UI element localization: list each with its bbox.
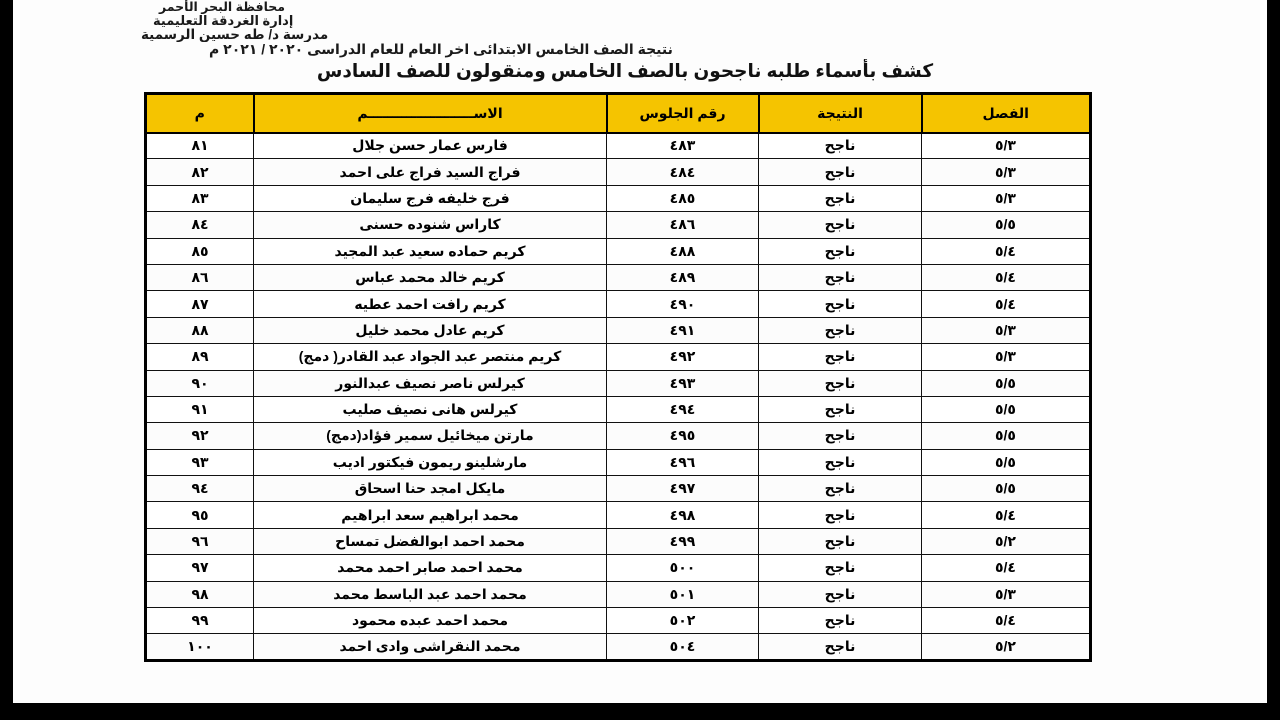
cell-index: ٩٥ — [146, 502, 254, 528]
cell-result: ناجح — [759, 555, 922, 581]
cell-result: ناجح — [759, 264, 922, 290]
cell-class: ٥/٤ — [922, 238, 1091, 264]
cell-index: ٩٣ — [146, 449, 254, 475]
cell-seat-number: ٤٩٧ — [607, 476, 759, 502]
table-row — [146, 264, 1091, 290]
cell-class: ٥/٣ — [922, 317, 1091, 343]
column-header-number: م — [146, 94, 254, 133]
results-table — [144, 92, 1092, 662]
results-table-body — [146, 133, 1091, 661]
cell-student-name: كريم عادل محمد خليل — [254, 317, 607, 343]
cell-seat-number: ٤٨٨ — [607, 238, 759, 264]
table-row — [146, 291, 1091, 317]
cell-index: ٩٠ — [146, 370, 254, 396]
cell-result: ناجح — [759, 238, 922, 264]
cell-index: ٨١ — [146, 133, 254, 159]
header-line-governorate: محافظة البحر الأحمر — [159, 0, 286, 14]
table-row — [146, 634, 1091, 660]
header-line-administration: إدارة الغردقة التعليمية — [153, 13, 294, 28]
table-row — [146, 449, 1091, 475]
cell-index: ٨٧ — [146, 291, 254, 317]
table-row — [146, 185, 1091, 211]
document-header — [13, 0, 1267, 82]
cell-result: ناجح — [759, 581, 922, 607]
cell-seat-number: ٤٩٥ — [607, 423, 759, 449]
cell-result: ناجح — [759, 396, 922, 422]
cell-result: ناجح — [759, 317, 922, 343]
cell-result: ناجح — [759, 212, 922, 238]
cell-seat-number: ٤٩٩ — [607, 528, 759, 554]
cell-seat-number: ٤٩٤ — [607, 396, 759, 422]
table-row — [146, 476, 1091, 502]
cell-index: ٩٩ — [146, 608, 254, 634]
cell-seat-number: ٥٠٠ — [607, 555, 759, 581]
table-row — [146, 581, 1091, 607]
table-row — [146, 159, 1091, 185]
cell-class: ٥/٤ — [922, 502, 1091, 528]
document-page — [13, 0, 1267, 703]
cell-result: ناجح — [759, 502, 922, 528]
table-row — [146, 555, 1091, 581]
cell-seat-number: ٤٨٥ — [607, 185, 759, 211]
cell-class: ٥/٥ — [922, 476, 1091, 502]
table-row — [146, 608, 1091, 634]
table-row — [146, 133, 1091, 159]
cell-class: ٥/٣ — [922, 133, 1091, 159]
cell-class: ٥/٥ — [922, 370, 1091, 396]
cell-result: ناجح — [759, 185, 922, 211]
cell-student-name: كريم حماده سعيد عبد المجيد — [254, 238, 607, 264]
cell-result: ناجح — [759, 370, 922, 396]
cell-index: ٩١ — [146, 396, 254, 422]
cell-seat-number: ٤٨٤ — [607, 159, 759, 185]
cell-student-name: مارتن ميخائيل سمير فؤاد(دمج) — [254, 423, 607, 449]
cell-student-name: محمد احمد عبده محمود — [254, 608, 607, 634]
cell-result: ناجح — [759, 133, 922, 159]
cell-student-name: محمد ابراهيم سعد ابراهيم — [254, 502, 607, 528]
cell-student-name: محمد احمد صابر احمد محمد — [254, 555, 607, 581]
cell-student-name: كيرلس هانى نصيف صليب — [254, 396, 607, 422]
cell-class: ٥/٤ — [922, 291, 1091, 317]
cell-class: ٥/٤ — [922, 555, 1091, 581]
cell-index: ٨٩ — [146, 344, 254, 370]
cell-index: ٨٦ — [146, 264, 254, 290]
cell-result: ناجح — [759, 528, 922, 554]
cell-student-name: محمد احمد ابوالفضل تمساح — [254, 528, 607, 554]
table-row — [146, 344, 1091, 370]
cell-index: ٨٨ — [146, 317, 254, 343]
cell-result: ناجح — [759, 634, 922, 660]
cell-seat-number: ٤٩٨ — [607, 502, 759, 528]
table-row — [146, 238, 1091, 264]
column-header-seat: رقم الجلوس — [607, 94, 759, 133]
cell-class: ٥/٤ — [922, 608, 1091, 634]
cell-result: ناجح — [759, 423, 922, 449]
cell-class: ٥/٤ — [922, 264, 1091, 290]
cell-class: ٥/٢ — [922, 634, 1091, 660]
results-table-header — [146, 94, 1091, 133]
page-title: كشف بأسماء طلبه ناجحون بالصف الخامس ومنقولون للصف السادس — [316, 60, 934, 82]
cell-student-name: كيرلس ناصر نصيف عبدالنور — [254, 370, 607, 396]
cell-result: ناجح — [759, 159, 922, 185]
cell-class: ٥/٥ — [922, 449, 1091, 475]
video-letterbox-frame — [13, 0, 1267, 703]
table-row — [146, 317, 1091, 343]
header-line-result-year: نتيجة الصف الخامس الابتدائى اخر العام للعام الدراسى ٢٠٢٠ / ٢٠٢١ م — [209, 40, 673, 57]
cell-class: ٥/٥ — [922, 423, 1091, 449]
cell-student-name: فارس عمار حسن جلال — [254, 133, 607, 159]
cell-result: ناجح — [759, 344, 922, 370]
cell-index: ٨٥ — [146, 238, 254, 264]
cell-result: ناجح — [759, 291, 922, 317]
cell-seat-number: ٤٩٢ — [607, 344, 759, 370]
cell-seat-number: ٤٩٣ — [607, 370, 759, 396]
results-table-container — [147, 92, 1092, 662]
cell-seat-number: ٤٩٠ — [607, 291, 759, 317]
cell-student-name: محمد النقراشى وادى احمد — [254, 634, 607, 660]
cell-index: ٩٤ — [146, 476, 254, 502]
cell-class: ٥/٣ — [922, 185, 1091, 211]
column-header-result: النتيجة — [759, 94, 922, 133]
cell-class: ٥/٥ — [922, 212, 1091, 238]
cell-index: ٨٣ — [146, 185, 254, 211]
cell-index: ١٠٠ — [146, 634, 254, 660]
cell-student-name: فرج خليفه فرج سليمان — [254, 185, 607, 211]
table-row — [146, 212, 1091, 238]
cell-seat-number: ٥٠١ — [607, 581, 759, 607]
cell-student-name: كاراس شنوده حسنى — [254, 212, 607, 238]
cell-index: ٩٧ — [146, 555, 254, 581]
cell-student-name: فراج السيد فراج على احمد — [254, 159, 607, 185]
cell-seat-number: ٥٠٢ — [607, 608, 759, 634]
cell-seat-number: ٤٩١ — [607, 317, 759, 343]
cell-result: ناجح — [759, 608, 922, 634]
cell-student-name: كريم رافت احمد عطيه — [254, 291, 607, 317]
cell-index: ٩٨ — [146, 581, 254, 607]
cell-student-name: مارشلينو ريمون فيكتور اديب — [254, 449, 607, 475]
table-row — [146, 502, 1091, 528]
table-header-row — [146, 94, 1091, 133]
cell-student-name: محمد احمد عبد الباسط محمد — [254, 581, 607, 607]
cell-class: ٥/٣ — [922, 344, 1091, 370]
table-row — [146, 423, 1091, 449]
cell-index: ٩٦ — [146, 528, 254, 554]
cell-result: ناجح — [759, 476, 922, 502]
column-header-name: الاســــــــــــــــــــــم — [254, 94, 607, 133]
cell-seat-number: ٤٩٦ — [607, 449, 759, 475]
table-row — [146, 396, 1091, 422]
cell-class: ٥/٥ — [922, 396, 1091, 422]
cell-seat-number: ٤٨٣ — [607, 133, 759, 159]
cell-student-name: كريم خالد محمد عباس — [254, 264, 607, 290]
cell-index: ٩٢ — [146, 423, 254, 449]
cell-class: ٥/٣ — [922, 159, 1091, 185]
cell-student-name: مايكل امجد حنا اسحاق — [254, 476, 607, 502]
cell-class: ٥/٣ — [922, 581, 1091, 607]
cell-result: ناجح — [759, 449, 922, 475]
table-row — [146, 528, 1091, 554]
cell-index: ٨٤ — [146, 212, 254, 238]
header-line-school: مدرسة د/ طه حسين الرسمية — [141, 26, 329, 42]
cell-student-name: كريم منتصر عبد الجواد عبد القادر( دمج) — [254, 344, 607, 370]
cell-seat-number: ٤٨٦ — [607, 212, 759, 238]
cell-seat-number: ٤٨٩ — [607, 264, 759, 290]
column-header-class: الفصل — [922, 94, 1091, 133]
table-row — [146, 370, 1091, 396]
cell-class: ٥/٢ — [922, 528, 1091, 554]
cell-index: ٨٢ — [146, 159, 254, 185]
cell-seat-number: ٥٠٤ — [607, 634, 759, 660]
